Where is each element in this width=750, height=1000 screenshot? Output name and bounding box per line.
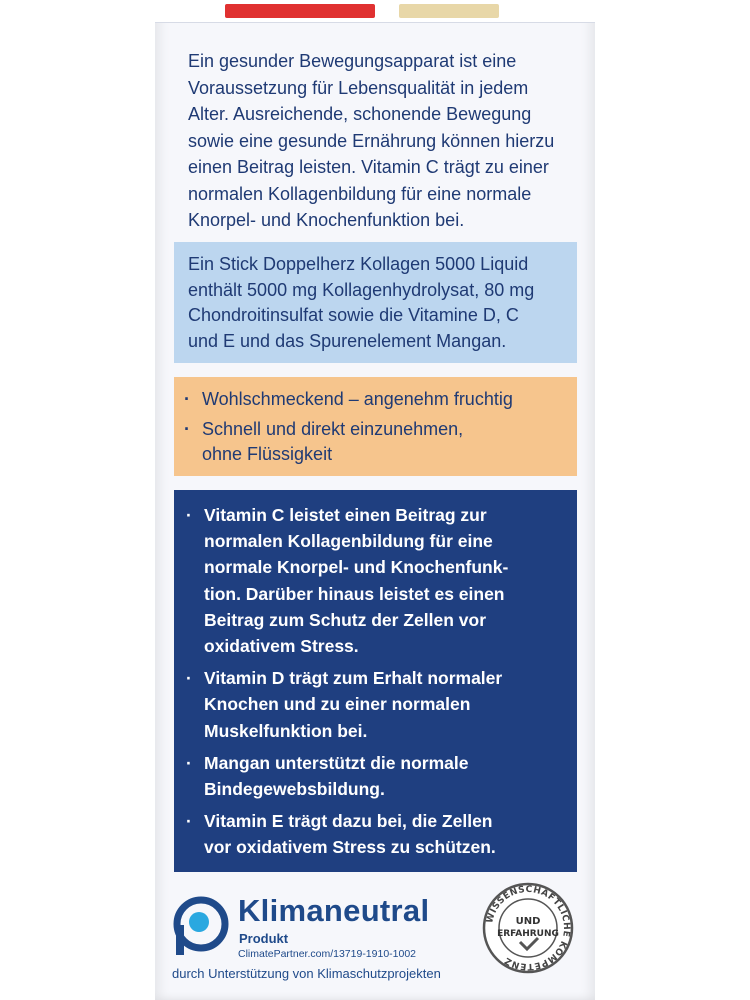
gold-label-stripe — [399, 4, 499, 18]
list-item — [186, 750, 570, 802]
bullet-icon: · — [186, 668, 192, 689]
bullet-icon: · — [186, 752, 192, 773]
competence-seal-icon — [480, 880, 576, 976]
benefit-text: Wohlschmeckend – angenehm fruchtig — [202, 389, 513, 409]
climate-partner-logo-icon — [172, 895, 230, 957]
climate-footer: durch Unterstützung von Klimaschutzprojekten — [172, 966, 441, 981]
composition-text: Ein Stick Doppelherz Kollagen 5000 Liquid enthält 5000 mg Kollagenhydrolysat, 80 mg Chondroitinsulfat sowie die Vitamine D, C und E und das Spurenelement Mangan. — [188, 254, 535, 351]
top-packaging-strip — [155, 0, 595, 23]
list-item — [186, 665, 570, 744]
bullet-icon: · — [184, 389, 190, 409]
climate-neutral-label — [172, 893, 472, 993]
bullet-icon: · — [186, 505, 192, 525]
climate-subtitle: Produkt — [239, 931, 289, 946]
list-item — [184, 417, 569, 467]
composition-box — [174, 242, 577, 363]
list-item — [186, 808, 570, 860]
bullet-icon: · — [186, 811, 192, 832]
climate-reference: ClimatePartner.com/13719-1910-1002 — [238, 948, 417, 960]
health-claims-list — [186, 502, 570, 867]
climate-title: Klimaneutral — [238, 893, 430, 928]
seal-line2: ERFAHRUNG — [497, 929, 559, 939]
seal-ring-text: WISSENSCHAFTLICHE KOMPETENZ — [485, 884, 572, 972]
claim-text: Mangan unterstützt die normale Bindegewebsbildung. — [204, 752, 469, 800]
benefit-text: Schnell und direkt einzunehmen, ohne Flüssigkeit — [202, 419, 464, 464]
seal-line1: UND — [515, 916, 541, 927]
health-claims-box — [174, 490, 577, 872]
red-brand-stripe — [225, 4, 375, 18]
claim-text: Vitamin E trägt dazu bei, die Zellen vor oxidativem Stress zu schützen. — [204, 811, 496, 858]
bullet-icon: · — [184, 419, 190, 439]
list-item — [184, 387, 569, 412]
claim-text: Vitamin C leistet einen Beitrag zur normalen Kollagenbildung für eine normale Knorpel- und Knochenfunk- tion. Darüber hinaus leistet es einen Beitrag zum Schutz der Zellen vor oxidativem Stress. — [204, 505, 509, 657]
benefits-box — [174, 377, 577, 476]
list-item — [186, 502, 570, 659]
benefits-list — [184, 387, 569, 472]
claim-text: Vitamin D trägt zum Erhalt normaler Knochen und zu einer normalen Muskelfunktion bei. — [204, 668, 503, 741]
intro-paragraph: Ein gesunder Bewegungsapparat ist eine Voraussetzung für Lebensqualität in jedem Alter. Ausreichende, schonende Bewegung sowie eine gesunde Ernährung können hierzu einen Beitrag leisten. Vitamin C trägt zu einer normalen Kollagenbildung für eine normale Knorpel- und Knochenfunktion bei. — [188, 51, 555, 230]
